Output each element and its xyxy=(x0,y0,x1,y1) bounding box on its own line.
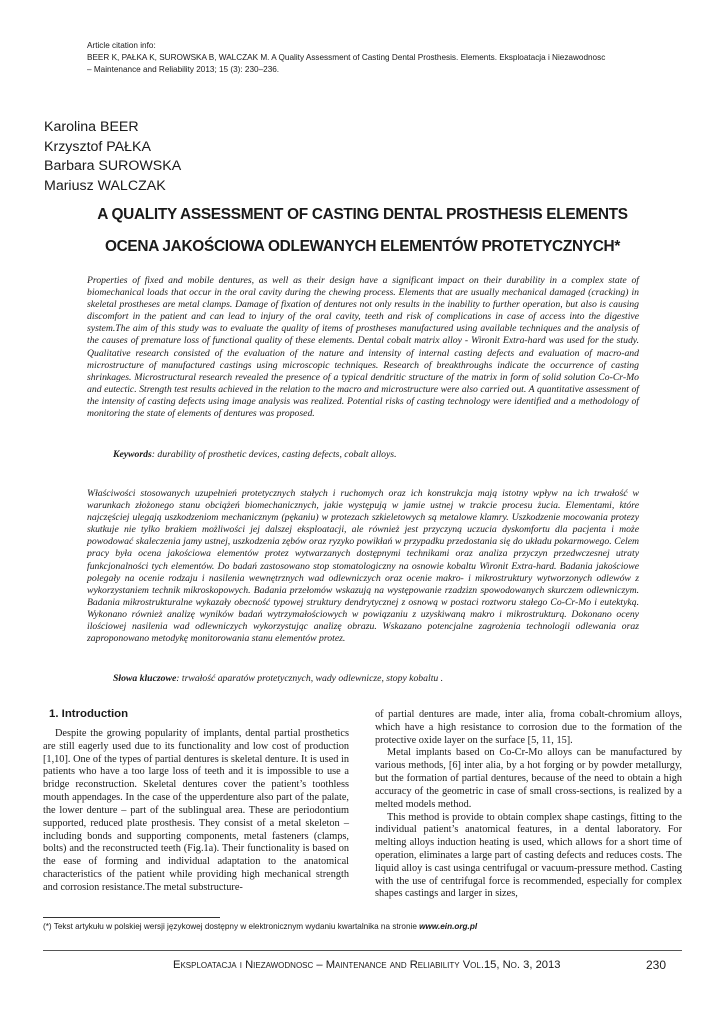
page-number: 230 xyxy=(646,958,667,972)
citation-line-1: BEER K, PAŁKA K, SUROWSKA B, WALCZAK M. A Quality Assessment of Casting Dental Prosthesis. Elements. Eksploatacja i Niezawodnosc xyxy=(87,53,606,63)
title-polish: OCENA JAKOŚCIOWA ODLEWANYCH ELEMENTÓW PROTETYCZNYCH* xyxy=(104,238,621,255)
author-name: Krzysztof PAŁKA xyxy=(44,138,151,155)
body-column-left xyxy=(43,728,349,895)
keywords-text: : trwałość aparatów protetycznych, wady odlewnicze, stopy kobaltu . xyxy=(176,673,444,684)
author-name: Mariusz WALCZAK xyxy=(44,177,166,194)
author-list xyxy=(44,118,181,196)
citation-block xyxy=(87,40,647,77)
abstract-english: Properties of fixed and mobile dentures, as well as their design have a significant impact on their durability in a complex state of biomechanical loads that occur in the oral cavity during the chewing process. Elements that are usually mechanical damaged (cracking) in skeletal prostheses are metal clamps. Damage of fixation of dentures not only results in the inability to further operation, but also is causing discomfort in the patient and can lead to injury of the oral cavity, teeth and risk of complications in case of access into the digestive system.The aim of this study was to evaluate the quality of items of prostheses manufactured using available techniques and the analysis of the causes of premature loss of functional quality of these elements. Dental cobalt matrix alloy - Wironit Extra-hard was used for the study. Qualitative research consisted of the evaluation of the nature and intensity of internal casting defects and evaluation of macro-and microstructure of manufactured castings using microscopic techniques. Research of breakthroughs indicate the occurrence of casting shrinkages. Microstructural research revealed the presence of a typical dendritic structure of the matrix in form of solid solution Co-Cr-Mo and eutectic. Strength test results achieved in the relation to the macro and microstructure were also carried out. A quantitative assessment of the intensity of casting defects using image analysis was realized. Potential risks of casting technology were identified and a methodology of monitoring the state of elements of dentures was proposed. xyxy=(87,275,639,420)
keywords-label: Słowa kluczowe xyxy=(113,673,177,684)
abstract-polish: Właściwości stosowanych uzupełnień protetycznych stałych i ruchomych oraz ich konstrukcja mają istotny wpływ na ich trwałość w warunkach złożonego stanu obciążeń biomechanicznych, jakie występują w jamie ustnej w trakcie procesu żucia. Elementami, które najczęściej ulegają uszkodzeniom mechanicznym (pękaniu) w protezach szkieletowych są metalowe klamry. Uszkodzenie mocowania protezy skutkuje nie tylko brakiem możliwości jej dalszej eksploatacji, ale również jest przyczyną uczucia dyskomfortu dla pacjenta i może powodować skaleczenia jamy ustnej, uszkodzenia zębów oraz ryzyko powikłań w przypadku przedostania się do układu pokarmowego. Celem pracy była ocena jakościowa elementów protez wytwarzanych dostępnymi technikami oraz analiza przyczyn przedwczesnej utraty funkcjonalności tych elementów. Do badań zastosowano stop stomatologiczny na osnowie kobaltu Wironit Extra-hard. Badania jakościowe polegały na ocenie rodzaju i nasilenia wewnętrznych wad odlewniczych oraz ocenie makro- i mikrostruktury wytworzonych odlewów z wykorzystaniem technik mikroskopowych. Badania przełomów wskazują na występowanie rzadzizn spowodowanych skurczem odlewniczym. Badania mikrostrukturalne wykazały obecność typowej struktury dendrytycznej z osnową w postaci roztworu stałego Co-Cr-Mo i eutektyką. Wykonano również analizę wyników badań wytrzymałościowych w powiązaniu z uzyskiwaną makro i mikrostrukturą. Dokonano oceny ilościowej nasilenia wad odlewniczych wykorzystując analizę obrazu. Wskazano potencjalne zagrożenia technologii odlewania oraz zaproponowano metodykę monitorowania stanu elementów protez. xyxy=(87,488,639,645)
keywords-text: : durability of prosthetic devices, casting defects, cobalt alloys. xyxy=(151,449,397,460)
paragraph: of partial dentures are made, inter alia, froma cobalt-chromium alloys, which have a high resistance to corrosion due to the formation of the protective oxide layer on the surface [5, 11, 15]. xyxy=(375,709,682,746)
citation-label: Article citation info: xyxy=(87,41,156,50)
footnote xyxy=(43,922,477,931)
paragraph: Despite the growing popularity of implants, dental partial prosthetics are still eagerly used due to its functionality and low cost of production [1,10]. One of the types of partial dentures is skeletal denture. It is used in patients who have a too large loss of teeth and it is impossible to use a bridge reconstruction. Skeletal dentures cover the patient’s toothless mouth appendages. In the case of the upperdenture also part of the palate, the lower denture – part of the sublingual area. These are periodontium supported, reduced plate prosthesis. They consist of a metal skeleton – including bonds and supporting components, metal fasteners (clamps, bolts) and the reconstructed teeth (Fig.1a). Their functionality is based on the ease of forming and individual adaptation to the anatomical characteristics of the patient while providing high mechanical strength and corrosion resistance.The metal substructure- xyxy=(43,728,349,893)
journal-footer: Eksploatacja i Niezawodnosc – Maintenance and Reliability Vol.15, No. 3, 2013 xyxy=(173,959,561,971)
author-name: Barbara SUROWSKA xyxy=(44,158,182,175)
footnote-link[interactable]: www.ein.org.pl xyxy=(419,922,478,931)
paragraph: Metal implants based on Co-Cr-Mo alloys can be manufactured by various methods, [6] inter alia, by a hot forging or by powder metallurgy, but the formation of partial dentures, because of the need to obtain a high accuracy of the geometric in case of small cross-sections, is realized by a melted models method. xyxy=(375,747,682,810)
keywords-polish xyxy=(113,673,443,684)
footnote-text: (*) Tekst artykułu w polskiej wersji językowej dostępny w elektronicznym wydaniu kwartalnika na stronie xyxy=(43,922,420,931)
title-english: A QUALITY ASSESSMENT OF CASTING DENTAL PROSTHESIS ELEMENTS xyxy=(97,206,628,223)
keywords-english xyxy=(113,449,397,460)
body-column-right xyxy=(375,709,682,901)
footer-divider xyxy=(43,950,682,951)
citation-line-2: – Maintenance and Reliability 2013; 15 (3): 230–236. xyxy=(87,65,280,75)
keywords-label: Keywords xyxy=(113,449,152,460)
section-heading-introduction: 1. Introduction xyxy=(49,708,129,720)
author-name: Karolina BEER xyxy=(44,119,139,135)
paragraph: This method is provide to obtain complex shape castings, fitting to the individual patient’s anatomical features, in a dental laboratory. For melting alloys induction heating is used, which allows for a short time of operation, eliminates a large part of casting defects and reduces costs. The liquid alloy is cast usinga centrifugal or vacuum-pressure method. Casting with the use of centrifugal force is recommended, especially for complex shapes castings and larger in sizes, xyxy=(375,811,682,900)
footnote-divider xyxy=(43,917,220,918)
